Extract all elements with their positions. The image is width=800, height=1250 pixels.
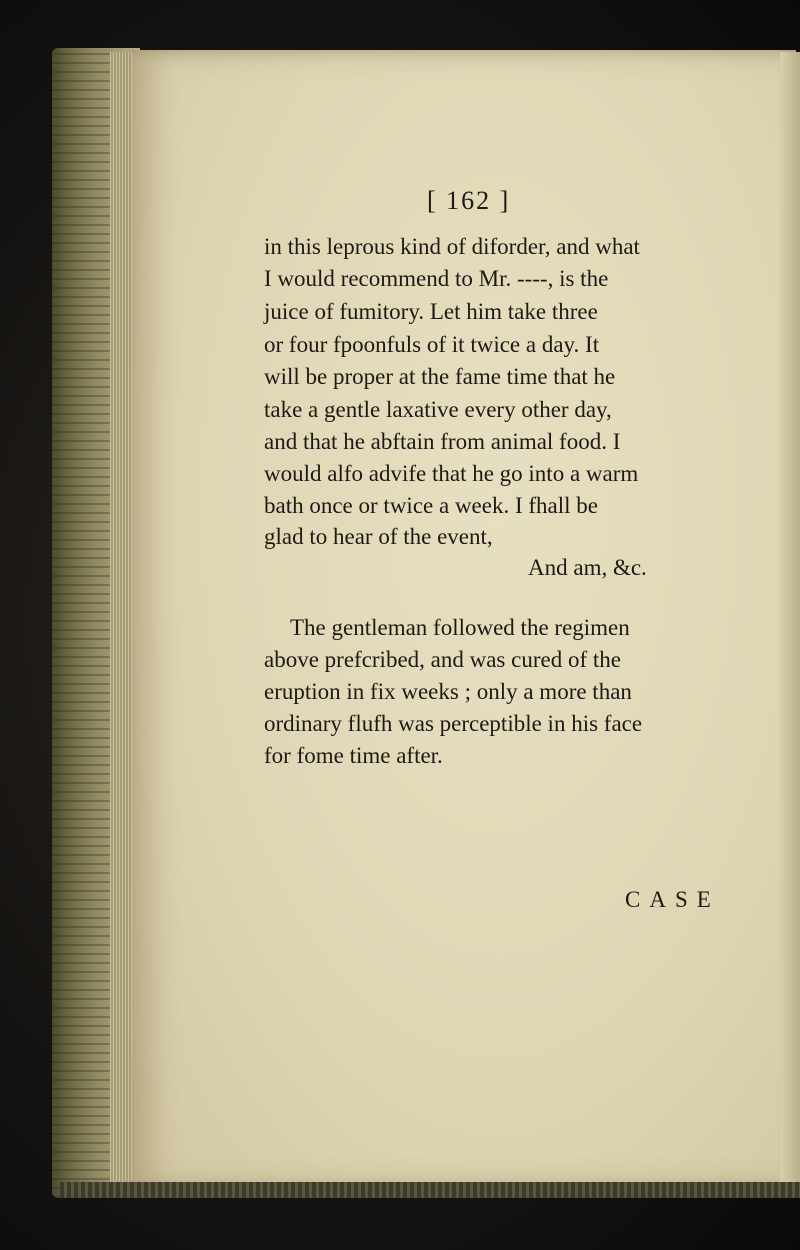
text-line: or four fpoonfuls of it twice a day. It xyxy=(264,332,600,357)
text-line: The gentleman followed the regimen xyxy=(290,615,630,640)
book-bottom-edge xyxy=(60,1182,800,1198)
text-line: bath once or twice a week. I fhall be xyxy=(264,493,598,518)
text-line: above prefcribed, and was cured of the xyxy=(264,647,621,672)
text-line: and that he abftain from animal food. I xyxy=(264,429,621,454)
page-number: [ 162 ] xyxy=(427,186,511,215)
text-line: take a gentle laxative every other day, xyxy=(264,397,612,422)
text-line: eruption in fix weeks ; only a more than xyxy=(264,679,632,704)
catchword: CASE xyxy=(625,887,720,912)
page-right-edge xyxy=(780,52,800,1192)
text-line: ordinary flufh was perceptible in his face xyxy=(264,711,643,736)
letter-closing: And am, &c. xyxy=(528,555,647,580)
text-line: in this leprous kind of diforder, and what xyxy=(264,234,640,259)
text-line: I would recommend to Mr. ----, is the xyxy=(264,266,609,291)
text-line: juice of fumitory. Let him take three xyxy=(264,299,598,324)
text-line: for fome time after. xyxy=(264,743,443,768)
text-line: would alfo advife that he go into a warm xyxy=(264,461,639,486)
text-line: glad to hear of the event, xyxy=(264,524,493,549)
text-line: will be proper at the fame time that he xyxy=(264,364,616,389)
